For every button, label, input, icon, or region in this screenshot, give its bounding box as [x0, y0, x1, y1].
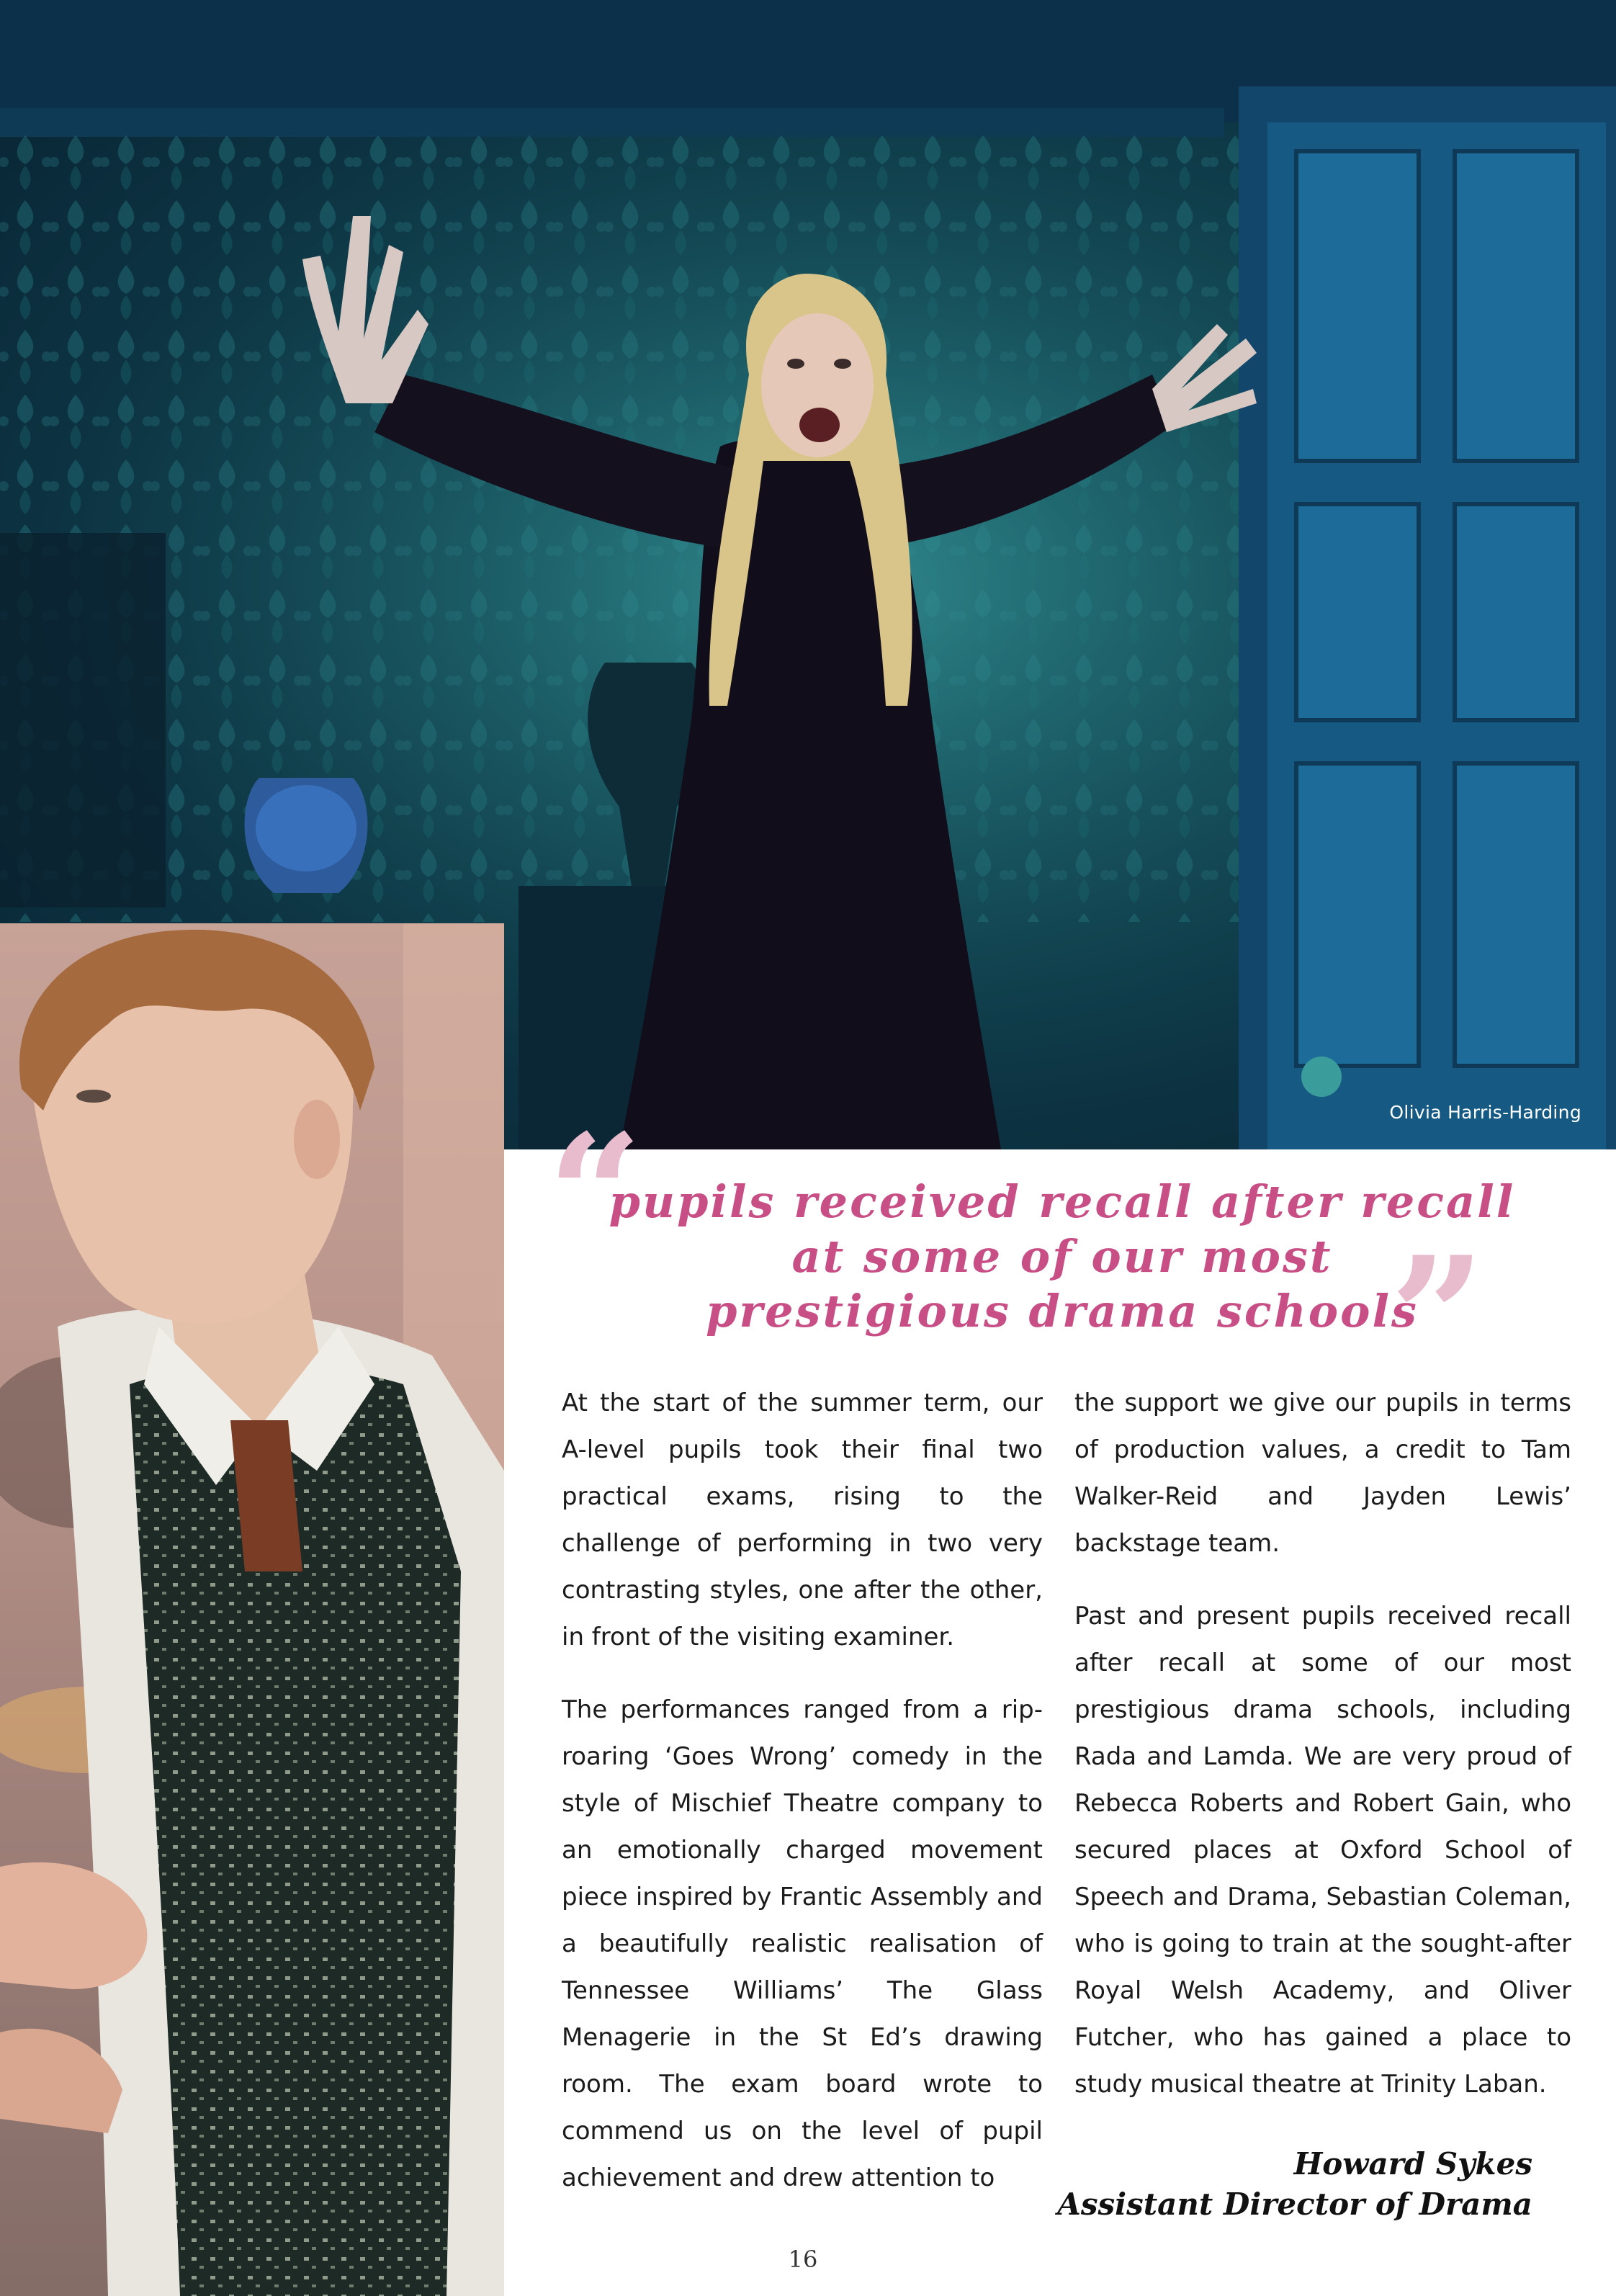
article-paragraph: the support we give our pupils in terms of production values, a credit to Tam Walker-Reid and Jayden Lewis’ backstage team. [1074, 1389, 1571, 1558]
portrait-illustration [0, 923, 504, 2296]
photo-caption: Olivia Harris-Harding [1389, 1102, 1581, 1123]
article-paragraph: Past and present pupils received recall after recall at some of our most prestigious drama schools, including Rada and Lamda. We are very proud of Rebecca Roberts and Robert Gain, who secured places at Oxford School of Speech and Drama, Sebastian Coleman, who is going to train at the sought-after Royal Welsh Academy, and Oliver Futcher, who has gained a place to study musical theatre at Trinity Laban. [1074, 1602, 1571, 2099]
article-column-right [1074, 1380, 1571, 2134]
portrait-photo-actor [0, 923, 504, 2296]
pull-quote-line-3: prestigious drama schools [706, 1285, 1419, 1337]
author-title: Assistant Director of Drama [1057, 2187, 1532, 2222]
article-paragraph: The performances ranged from a rip-roaring ‘Goes Wrong’ comedy in the style of Mischief Theatre company to an emotionally charged movement piece inspired by Frantic Assembly and a beautifully realistic realisation of Tennessee Williams’ The Glass Menagerie in the St Ed’s drawing room. The exam board wrote to commend us on the level of pupil achievement and drew attention to [562, 1695, 1043, 2192]
close-quote-mark: ” [1390, 1221, 1486, 1415]
article-column-left [562, 1380, 1043, 2228]
pull-quote-line-1: pupils received recall after recall [609, 1175, 1516, 1228]
pull-quote-line-2: at some of our most [791, 1230, 1333, 1283]
author-name: Howard Sykes [1293, 2146, 1532, 2181]
page-number: 16 [788, 2246, 818, 2273]
open-quote-mark: “ [547, 1098, 643, 1293]
article-paragraph: At the start of the summer term, our A-level pupils took their final two practical exams, rising to the challenge of performing in two very contrasting styles, one after the other, in front of the visiting examiner. [562, 1389, 1043, 1651]
